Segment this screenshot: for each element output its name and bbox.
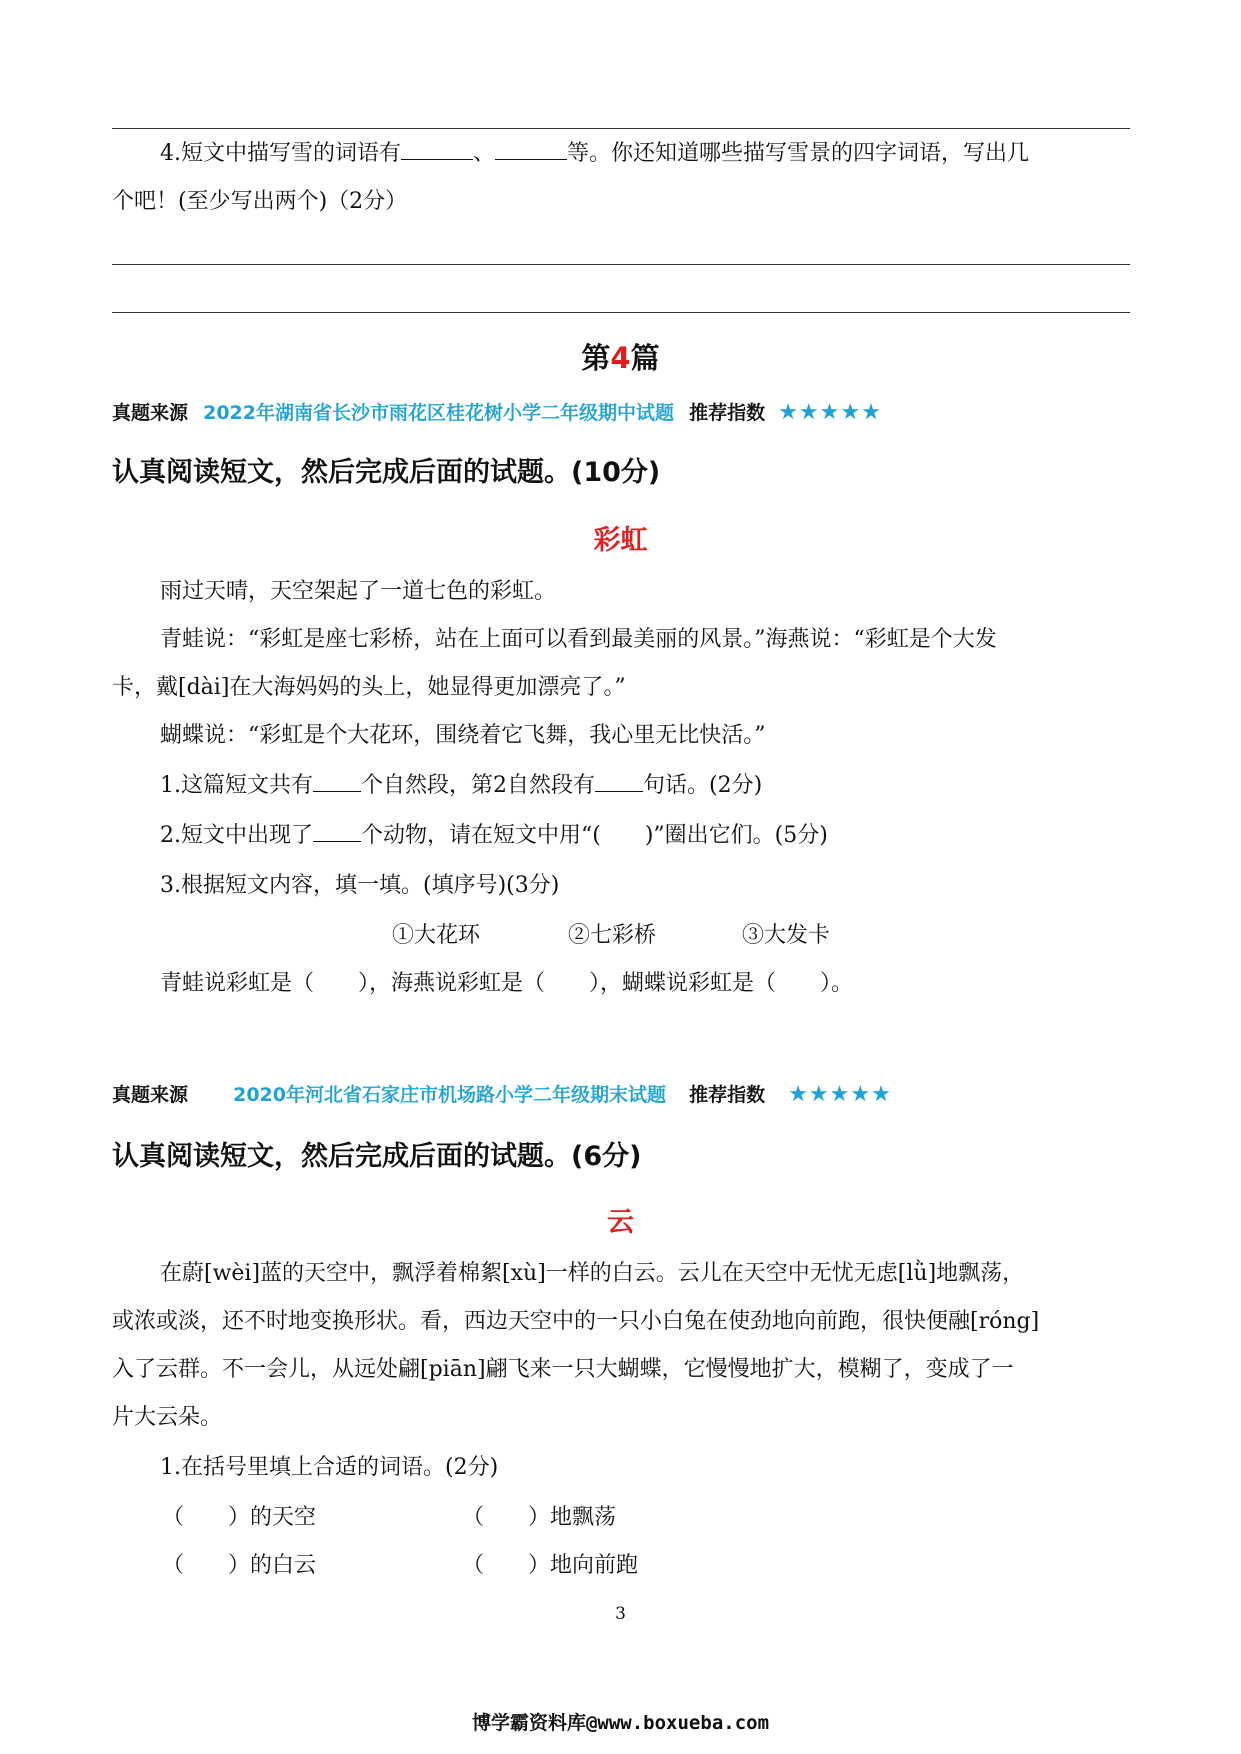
passage-title: 彩虹 <box>593 525 648 556</box>
fill-item[interactable]: （ ）地向前跑 <box>462 1553 639 1578</box>
reading-instruction: 认真阅读短文，然后完成后面的试题。(6分) <box>112 1141 642 1172</box>
answer-blank[interactable] <box>495 135 567 160</box>
answer-blank[interactable] <box>313 817 361 842</box>
question-1-text-c: 句话。(2分) <box>643 773 763 798</box>
question-3-fill[interactable]: 青蛙说彩虹是（ ），海燕说彩虹是（ ），蝴蝶说彩虹是（ ）。 <box>160 971 854 996</box>
question-4-text-b: 等。你还知道哪些描写雪景的四字词语，写出几 <box>567 141 1030 166</box>
question-1 <box>112 762 1180 810</box>
reading-instruction: 认真阅读短文，然后完成后面的试题。(10分) <box>112 457 661 488</box>
question-4-line2: 个吧！(至少写出两个)（2分） <box>112 189 408 214</box>
source-title: 2020年河北省石家庄市机场路小学二年级期末试题 <box>233 1084 666 1106</box>
option-item: ②七彩桥 <box>568 923 657 948</box>
passage-paragraph: 蝴蝶说：“彩虹是个大花环，围绕着它飞舞，我心里无比快活。” <box>160 723 766 748</box>
answer-blank[interactable] <box>401 135 473 160</box>
rating-stars-icon: ★★★★★ <box>778 400 882 425</box>
recommend-label: 推荐指数 <box>689 402 766 424</box>
question-4-separator: 、 <box>473 141 496 166</box>
footer-watermark: 博学霸资料库@www.boxueba.com <box>471 1712 770 1734</box>
source-label: 真题来源 <box>112 402 189 424</box>
question-1-text-a: 1.这篇短文共有 <box>160 773 313 798</box>
passage-title: 云 <box>607 1207 634 1238</box>
option-item: ①大花环 <box>392 923 481 948</box>
answer-blank[interactable] <box>313 767 361 792</box>
rating-stars-icon: ★★★★★ <box>788 1082 892 1107</box>
page-number: 3 <box>615 1604 626 1624</box>
passage-line: 或浓或淡，还不时地变换形状。看，西边天空中的一只小白兔在使劲地向前跑，很快便融[róng] <box>112 1309 1040 1334</box>
recommend-label: 推荐指数 <box>689 1084 766 1106</box>
fill-item[interactable]: （ ）的白云 <box>162 1553 317 1578</box>
heading-prefix: 第 <box>581 341 611 375</box>
source-label: 真题来源 <box>112 1084 189 1106</box>
question-2 <box>112 812 1180 860</box>
heading-suffix: 篇 <box>630 341 660 375</box>
passage-paragraph: 卡，戴[dài]在大海妈妈的头上，她显得更加漂亮了。” <box>112 675 626 700</box>
passage-line: 入了云群。不一会儿，从远处翩[piān]翩飞来一只大蝴蝶，它慢慢地扩大，模糊了，变成了一 <box>112 1357 1014 1382</box>
question-2-text-b: 个动物，请在短文中用“( )”圈出它们。(5分) <box>361 823 828 848</box>
answer-line[interactable] <box>112 312 1130 313</box>
answer-line[interactable] <box>112 264 1130 265</box>
top-rule <box>112 128 1130 129</box>
question-2-text-a: 2.短文中出现了 <box>160 823 313 848</box>
heading-number: 4 <box>610 341 631 375</box>
fill-item[interactable]: （ ）的天空 <box>162 1505 317 1530</box>
question-1-text-b: 个自然段，第2自然段有 <box>361 773 595 798</box>
source-line <box>112 398 882 429</box>
passage-line: 片大云朵。 <box>112 1405 223 1430</box>
question-1: 1.在括号里填上合适的词语。(2分) <box>160 1455 499 1480</box>
question-3: 3.根据短文内容，填一填。(填序号)(3分) <box>160 873 560 898</box>
passage-line: 在蔚[wèi]蓝的天空中，飘浮着棉絮[xù]一样的白云。云儿在天空中无忧无虑[lǜ]地飘荡， <box>160 1261 1025 1286</box>
question-4-line1 <box>112 130 1180 178</box>
source-title: 2022年湖南省长沙市雨花区桂花树小学二年级期中试题 <box>203 402 674 424</box>
option-item: ③大发卡 <box>742 923 831 948</box>
source-line <box>112 1080 892 1111</box>
fill-item[interactable]: （ ）地飘荡 <box>462 1505 617 1530</box>
question-4-text-a: 4.短文中描写雪的词语有 <box>160 141 401 166</box>
passage-paragraph: 雨过天晴，天空架起了一道七色的彩虹。 <box>160 579 557 604</box>
passage-paragraph: 青蛙说：“彩虹是座七彩桥，站在上面可以看到最美丽的风景。”海燕说：“彩虹是个大发 <box>160 627 997 652</box>
answer-blank[interactable] <box>595 767 643 792</box>
section-heading <box>0 336 1241 377</box>
